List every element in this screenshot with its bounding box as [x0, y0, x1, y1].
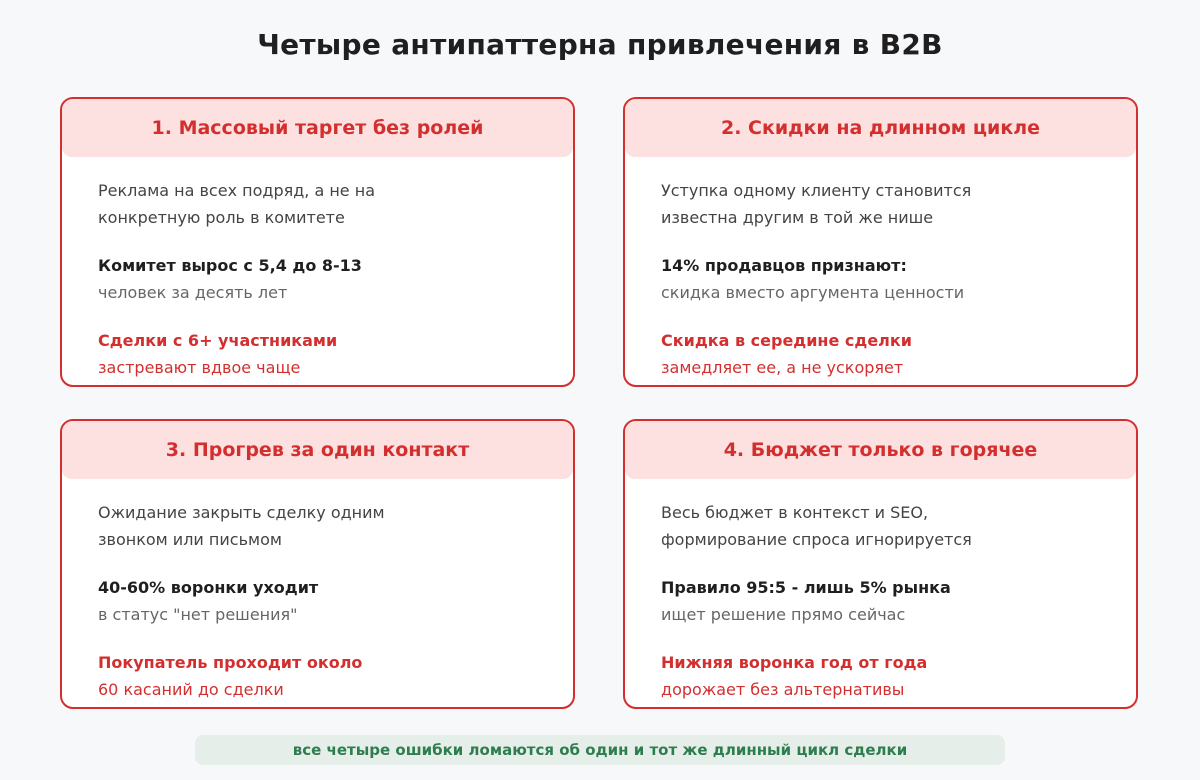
- card-header: 1. Массовый таргет без ролей: [62, 99, 573, 157]
- card-warning-subtext: замедляет ее, а не ускоряет: [661, 358, 904, 377]
- card-body: [62, 157, 573, 381]
- card-stat-subtext: ищет решение прямо сейчас: [661, 605, 906, 624]
- card-stat-subtext: в статус "нет решения": [98, 605, 298, 624]
- card-warning-heading: Скидка в середине сделки: [661, 331, 912, 350]
- card-stat-heading: Правило 95:5 - лишь 5% рынка: [661, 578, 951, 597]
- card-description-line: Уступка одному клиенту становится: [661, 181, 972, 200]
- card-body: [625, 157, 1136, 381]
- card-warning-heading: Сделки с 6+ участниками: [98, 331, 338, 350]
- card-header: 3. Прогрев за один контакт: [62, 421, 573, 479]
- card-warning-subtext: застревают вдвое чаще: [98, 358, 301, 377]
- card-header: 4. Бюджет только в горячее: [625, 421, 1136, 479]
- page-title: Четыре антипаттерна привлечения в B2B: [257, 28, 943, 61]
- card-warning-heading: Покупатель проходит около: [98, 653, 363, 672]
- card-description-line: известна другим в той же нише: [661, 208, 934, 227]
- card-warning-subtext: дорожает без альтернативы: [661, 680, 905, 699]
- card-description-line: Ожидание закрыть сделку одним: [98, 503, 385, 522]
- antipattern-card-4: [623, 419, 1138, 709]
- antipattern-card-2: [623, 97, 1138, 387]
- card-stat-heading: Комитет вырос с 5,4 до 8-13: [98, 256, 362, 275]
- card-description-line: звонком или письмом: [98, 530, 282, 549]
- card-stat-heading: 14% продавцов признают:: [661, 256, 907, 275]
- card-description-line: Весь бюджет в контекст и SEO,: [661, 503, 929, 522]
- card-stat-subtext: скидка вместо аргумента ценности: [661, 283, 965, 302]
- card-body: [625, 479, 1136, 703]
- summary-banner: все четыре ошибки ломаются об один и тот же длинный цикл сделки: [195, 735, 1005, 765]
- card-stat-heading: 40-60% воронки уходит: [98, 578, 319, 597]
- card-header: 2. Скидки на длинном цикле: [625, 99, 1136, 157]
- card-description-line: формирование спроса игнорируется: [661, 530, 972, 549]
- antipattern-card-3: [60, 419, 575, 709]
- card-body: [62, 479, 573, 703]
- card-description-line: конкретную роль в комитете: [98, 208, 345, 227]
- card-warning-heading: Нижняя воронка год от года: [661, 653, 928, 672]
- card-warning-subtext: 60 касаний до сделки: [98, 680, 284, 699]
- card-stat-subtext: человек за десять лет: [98, 283, 288, 302]
- antipattern-card-1: [60, 97, 575, 387]
- card-description-line: Реклама на всех подряд, а не на: [98, 181, 375, 200]
